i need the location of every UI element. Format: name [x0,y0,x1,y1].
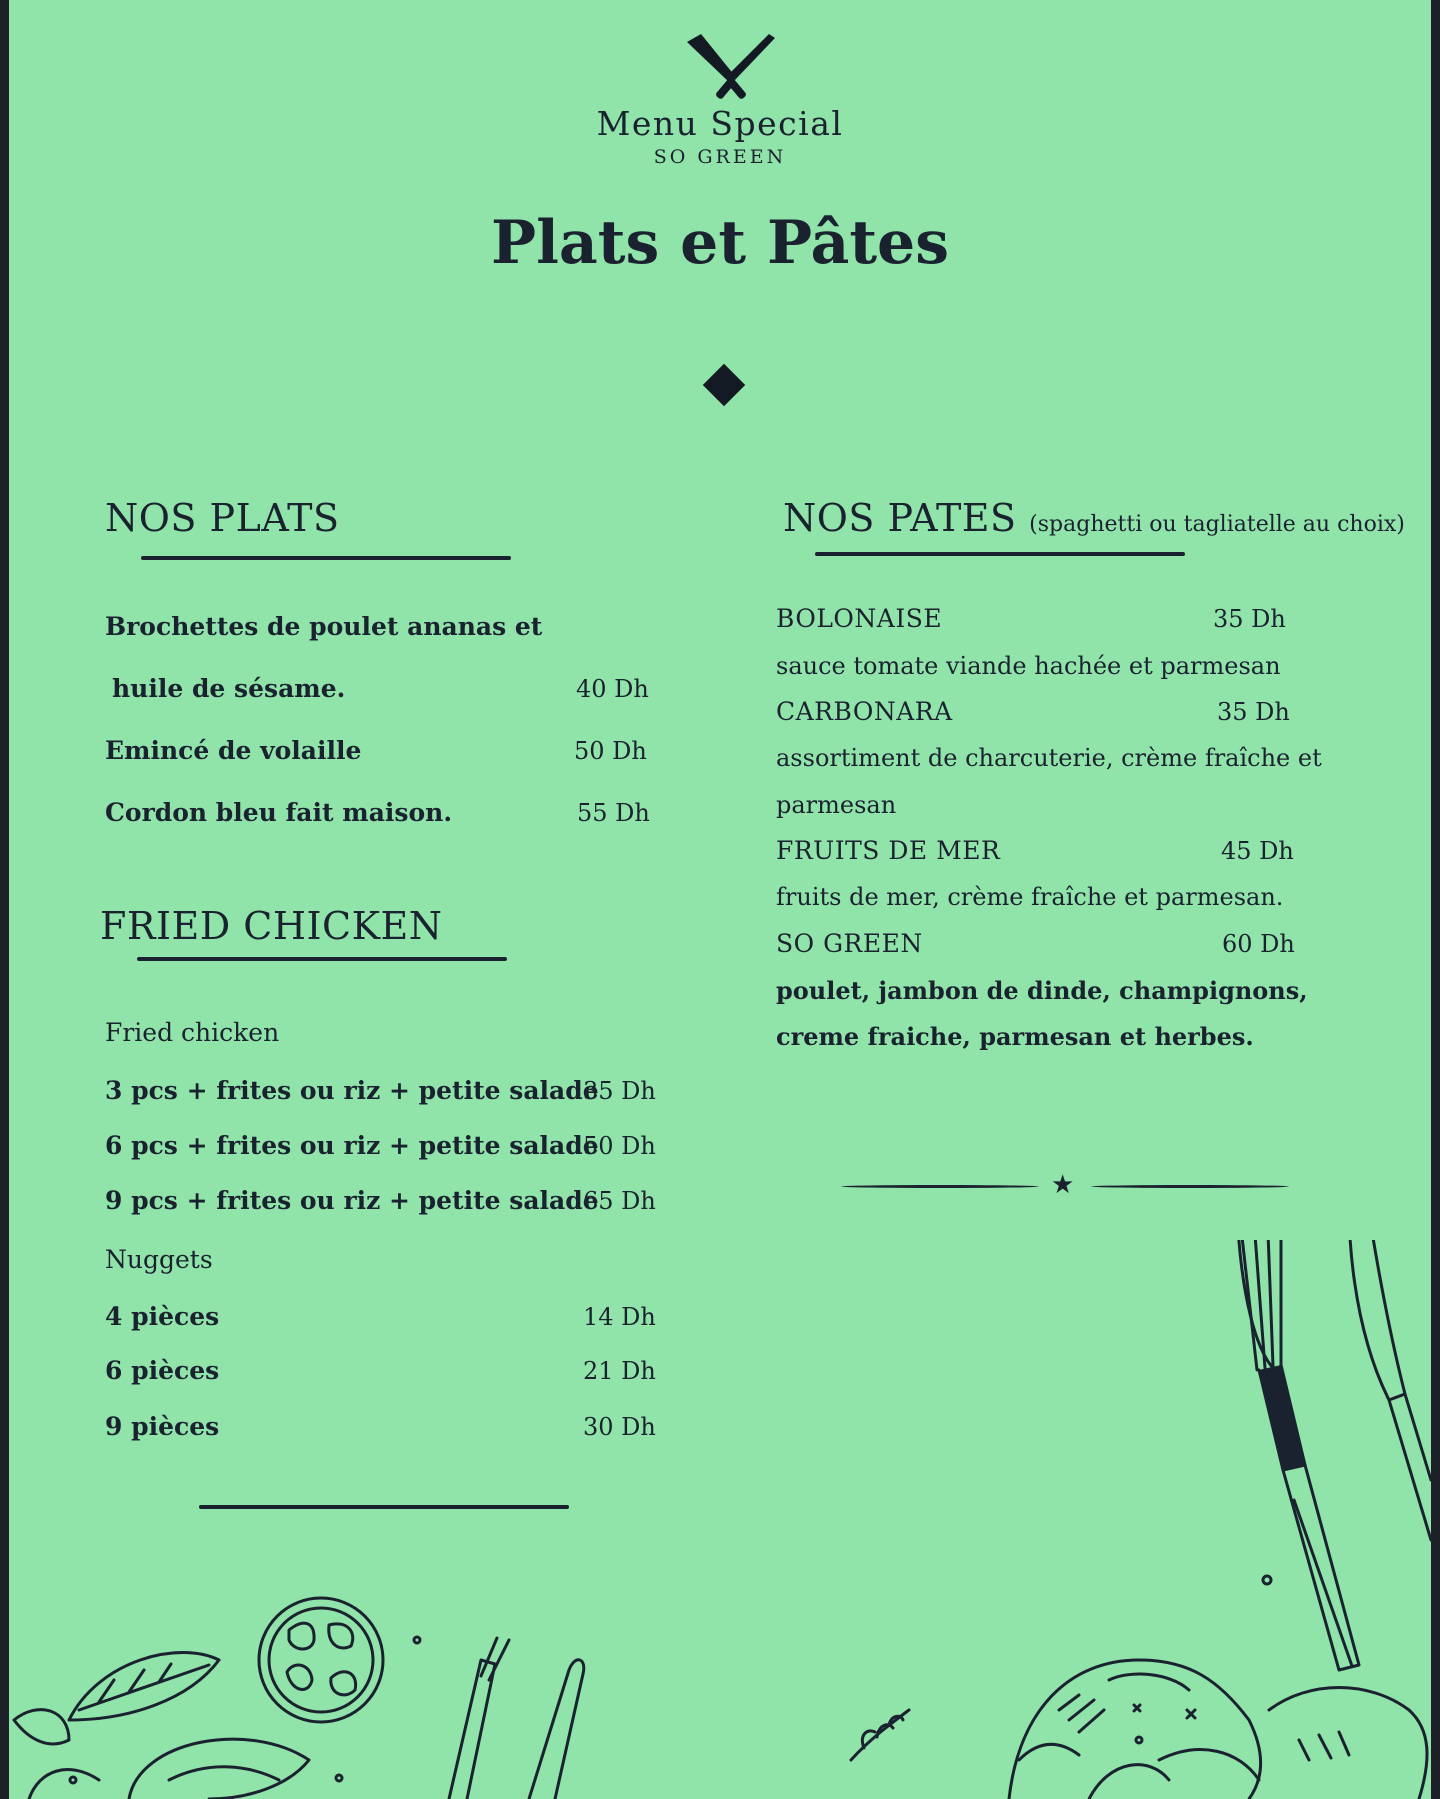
section-rule [815,552,1185,556]
pasta-description: parmesan [776,791,897,819]
dish-price: 65 Dh [583,1187,656,1215]
dish-price: 35 Dh [583,1077,656,1105]
dish-name: 3 pcs + frites ou riz + petite salade [105,1076,599,1105]
pasta-description: poulet, jambon de dinde, champignons, [776,976,1308,1005]
crossed-knives-icon [683,32,779,100]
section-title-nos-plats: NOS PLATS [105,496,340,540]
page-title: Plats et Pâtes [491,208,949,278]
vegetables-illustration [9,1240,1431,1799]
section-title-fried-chicken: FRIED CHICKEN [100,904,443,948]
section-rule [141,556,511,560]
pasta-price: 45 Dh [1221,837,1294,865]
menu-page [9,0,1431,1799]
dish-price: 50 Dh [583,1132,656,1160]
group-title: Fried chicken [105,1018,280,1047]
section-title-nos-pates [783,496,1405,540]
brand-name: Menu Special [596,104,844,143]
pasta-description: assortiment de charcuterie, crème fraîche et [776,744,1322,772]
pasta-price: 35 Dh [1213,605,1286,633]
section-note: (spaghetti ou tagliatelle au choix) [1029,512,1405,537]
diamond-ornament [703,364,745,406]
pasta-name: CARBONARA [776,697,953,726]
dish-name: Emincé de volaille [105,736,362,765]
dish-price: 50 Dh [574,737,647,765]
dish-name: 6 pcs + frites ou riz + petite salade [105,1131,599,1160]
star-icon: ★ [1051,1170,1075,1200]
group-title: Nuggets [105,1245,213,1274]
dish-name: 6 pièces [105,1356,220,1385]
section-title-text: NOS PATES [783,496,1017,540]
divider-line-right [1091,1185,1289,1188]
dish-price: 14 Dh [583,1303,656,1331]
pasta-description: fruits de mer, crème fraîche et parmesan. [776,883,1284,911]
brand-subtitle: SO GREEN [653,146,787,168]
dish-name: Brochettes de poulet ananas et [105,612,543,641]
dish-price: 55 Dh [577,799,650,827]
section-rule [137,957,507,961]
dish-name: 9 pcs + frites ou riz + petite salade [105,1186,599,1215]
dish-price: 21 Dh [583,1357,656,1385]
dish-name: Cordon bleu fait maison. [105,798,453,827]
dish-name: 9 pièces [105,1412,220,1441]
pasta-name: FRUITS DE MER [776,836,1001,865]
dish-price: 40 Dh [576,675,649,703]
pasta-price: 60 Dh [1222,930,1295,958]
divider-line-left [841,1185,1039,1188]
pasta-description: creme fraiche, parmesan et herbes. [776,1022,1254,1051]
dish-name: 4 pièces [105,1302,220,1331]
pasta-price: 35 Dh [1217,698,1290,726]
pasta-name: SO GREEN [776,929,923,958]
pasta-description: sauce tomate viande hachée et parmesan [776,652,1281,680]
dish-name: huile de sésame. [112,674,346,703]
dish-price: 30 Dh [583,1413,656,1441]
pasta-name: BOLONAISE [776,604,943,633]
